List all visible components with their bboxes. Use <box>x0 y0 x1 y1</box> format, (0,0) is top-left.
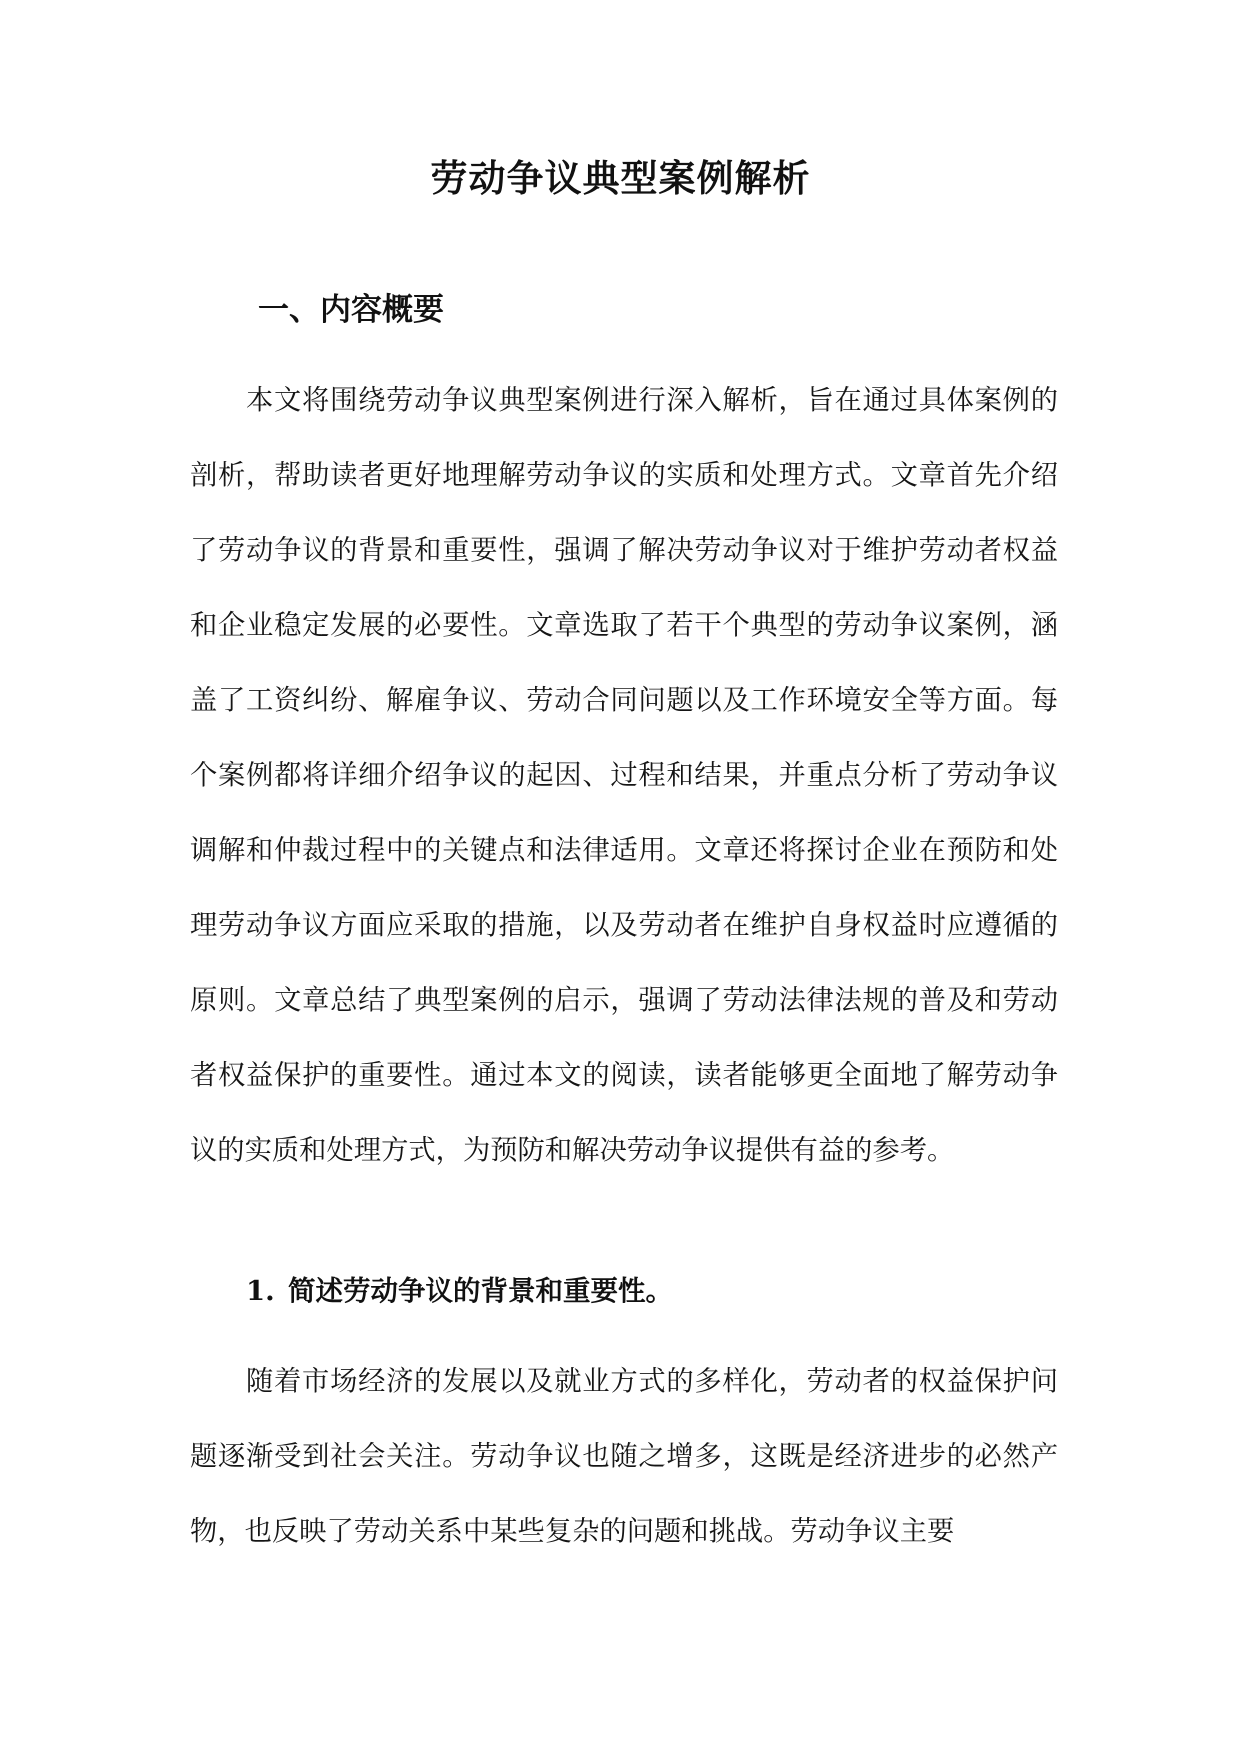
subsection-heading-background <box>246 1268 673 1308</box>
subsection-number: 1. <box>246 1275 275 1307</box>
summary-paragraph: 本文将围绕劳动争议典型案例进行深入解析，旨在通过具体案例的剖析，帮助读者更好地理解劳动争议的实质和处理方式。文章首先介绍了劳动争议的背景和重要性，强调了解决劳动争议对于维护劳动者权益和企业稳定发展的必要性。文章选取了若干个典型的劳动争议案例，涵盖了工资纠纷、解雇争议、劳动合同问题以及工作环境安全等方面。每个案例都将详细介绍争议的起因、过程和结果，并重点分析了劳动争议调解和仲裁过程中的关键点和法律适用。文章还将探讨企业在预防和处理劳动争议方面应采取的措施，以及劳动者在维护自身权益时应遵循的原则。文章总结了典型案例的启示，强调了劳动法律法规的普及和劳动者权益保护的重要性。通过本文的阅读，读者能够更全面地了解劳动争议的实质和处理方式，为预防和解决劳动争议提供有益的参考。 <box>190 385 1058 1166</box>
background-paragraph: 随着市场经济的发展以及就业方式的多样化，劳动者的权益保护问题逐渐受到社会关注。劳动争议也随之增多，这既是经济进步的必然产物，也反映了劳动关系中某些复杂的问题和挑战。劳动争议主要 <box>190 1366 1058 1547</box>
section-heading-summary: 一、内容概要 <box>258 292 444 328</box>
document-title: 劳动争议典型案例解析 <box>430 156 811 200</box>
subsection-heading-text: 简述劳动争议的背景和重要性。 <box>288 1275 673 1307</box>
